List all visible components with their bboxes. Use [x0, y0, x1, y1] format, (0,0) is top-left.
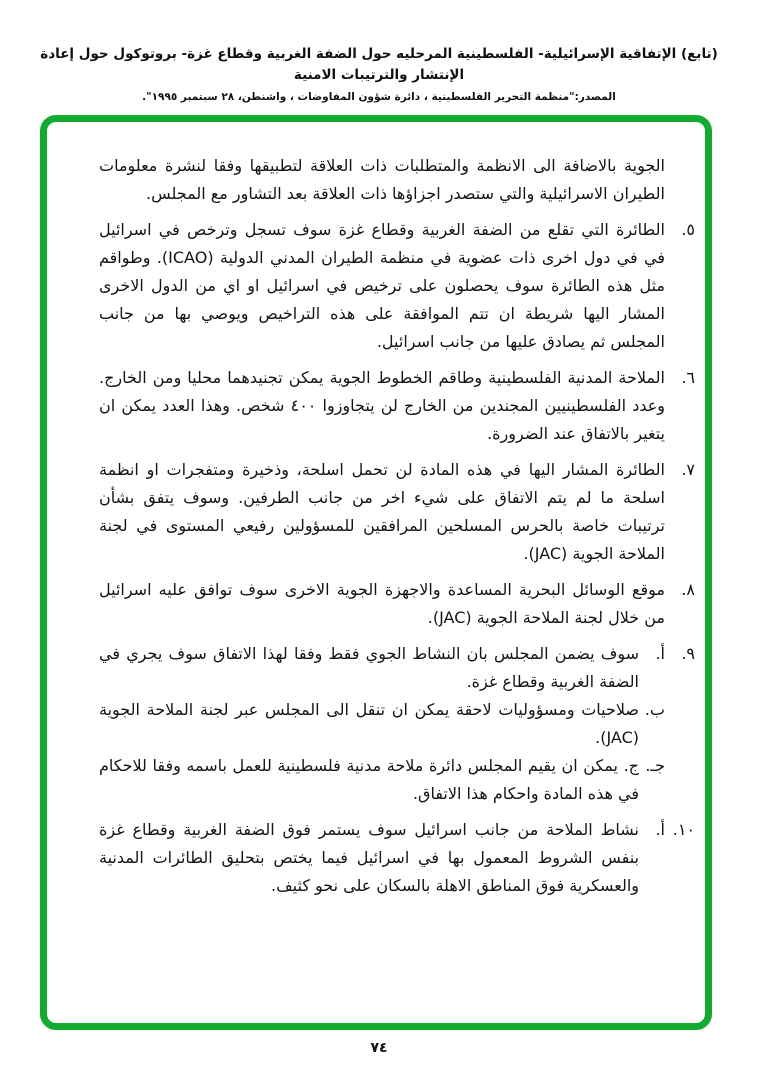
- item-text: الطائرة المشار اليها في هذه المادة لن تحمل اسلحة، وذخيرة ومتفجرات او انظمة اسلحة ما لم يتم الاتفاق على شيء اخر من جانب الطرفين. وسوف يتفق بشأن ترتيبات خاصة بالحرس المسلحين المرافقين للمسؤولين رفيعي المستوى في لجنة الملاحة الجوية (JAC).: [99, 460, 665, 563]
- sub-item-number: ب.: [644, 700, 665, 719]
- item-sublist: [99, 640, 665, 808]
- list-item-6: [99, 364, 695, 448]
- document-frame: [40, 115, 712, 1030]
- header-title: (تابع) الإتفاقية الإسرائيلية- الفلسطينية المرحليه حول الضفة الغربية وقطاع غزة- بروتوكول حول إعادة الإنتشار والترتيبات الامنية: [40, 46, 718, 83]
- list-item-7: [99, 456, 695, 568]
- sub-item-number: أ.: [655, 644, 665, 663]
- item-number: ١٠.: [672, 820, 695, 839]
- list-item-8: [99, 576, 695, 632]
- sub-item-text: سوف يضمن المجلس بان النشاط الجوي فقط وفقا لهذا الاتفاق سوف يجري في الضفة الغربية وقطاع غزة.: [99, 644, 639, 691]
- sub-item-text: ج. يمكن ان يقيم المجلس دائرة ملاحة مدنية فلسطينية للعمل باسمه وفقا للاحكام في هذه المادة واحكام هذا الاتفاق.: [99, 756, 639, 803]
- sub-item-a: [99, 640, 665, 696]
- item-number: ٨.: [681, 580, 695, 599]
- intro-paragraph: الجوية بالاضافة الى الانظمة والمتطلبات ذات العلاقة لتطبيقها وفقا لنشرة معلومات الطيران الاسرائيلية والتي ستصدر اجزاؤها ذات العلاقة بعد التشاور مع المجلس.: [99, 156, 665, 203]
- list-item-5: [99, 216, 695, 356]
- sub-item-a: [99, 816, 665, 900]
- sub-item-c: [99, 752, 665, 808]
- item-sublist: [99, 816, 665, 900]
- sub-item-b: [99, 696, 665, 752]
- sub-item-number: أ.: [655, 820, 665, 839]
- item-number: ٩.: [681, 644, 695, 663]
- header-source: المصدر:"منظمة التحرير الفلسطينية ، دائرة شؤون المفاوضات ، واشنطن، ٢٨ سبتمبر ١٩٩٥".: [142, 90, 616, 103]
- list-item-10: [99, 816, 695, 900]
- item-text: الملاحة المدنية الفلسطينية وطاقم الخطوط الجوية يمكن تجنيدهما محليا ومن الخارج. وعدد الفلسطينيين المجندين من الخارج لن يتجاوزوا ٤٠٠ شخص. وهذا العدد يمكن ان يتغير بالاتفاق عند الضرورة.: [99, 368, 666, 443]
- list-item-9: [99, 640, 695, 808]
- item-number: ٧.: [681, 460, 695, 479]
- item-number: ٥.: [681, 220, 695, 239]
- item-number: ٦.: [681, 368, 695, 387]
- sub-item-text: نشاط الملاحة من جانب اسرائيل سوف يستمر فوق الضفة الغربية وقطاع غزة بنفس الشروط المعمول بها في اسرائيل فيما يختص بتحليق الطائرات المدنية والعسكرية فوق المناطق الاهلة بالسكان على نحو كثيف.: [99, 820, 639, 895]
- sub-item-number: جـ.: [645, 756, 665, 775]
- page-number: ٧٤: [370, 1040, 388, 1056]
- item-text: الطائرة التي تقلع من الضفة الغربية وقطاع غزة سوف تسجل وترخص في اسرائيل في في دول اخرى ذات عضوية في منظمة الطيران المدني الدولية (ICAO). وطواقم مثل هذه الطائرة سوف يحصلون على ترخيص في اسرائيل او اي من الدول الاخرى المشار اليها شريطة ان تتم الموافقة على هذه التراخيص ويوصي بها من جانب المجلس ثم يصادق عليها من جانب اسرائيل.: [99, 220, 665, 351]
- sub-item-text: صلاحيات ومسؤوليات لاحقة يمكن ان تنقل الى المجلس عبر لجنة الملاحة الجوية (JAC).: [99, 700, 639, 747]
- item-text: موقع الوسائل البحرية المساعدة والاجهزة الجوية الاخرى سوف توافق عليه اسرائيل من خلال لجنة الملاحة الجوية (JAC).: [99, 580, 665, 627]
- page-header: [36, 44, 722, 103]
